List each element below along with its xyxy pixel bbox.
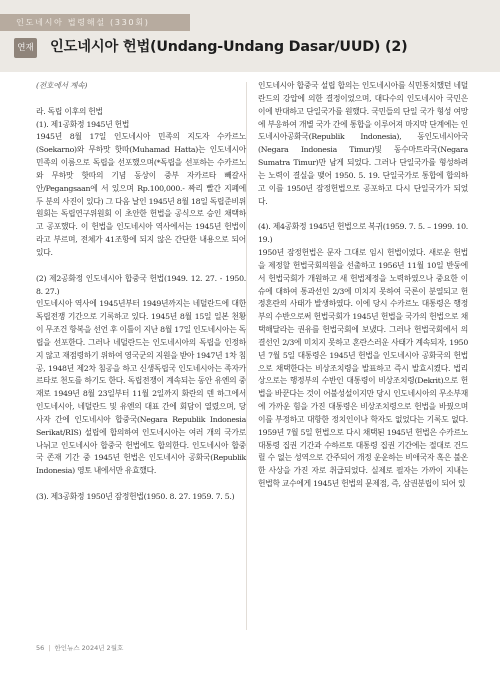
body-paragraph: 인도네시아 역사에 1945년부터 1949년까지는 네덜란드에 대한 독립전쟁 기간으로 기록하고 있다. 1945년 8월 15일 일본 천황이 무조건 항복을 선언 후 이틀이 지난 8월 17일 인도네시아는 독립을 선포한다. 그러나 네덜란드는 인도네시아의 독립을 인정하지 않고 재점령하기 위하여 영국군의 지원을 받아 1947년 1차 침공, 1948년 제2차 침공을 하고 신생독립국 인도네시아는 족자카르타로 천도를 하기도 한다. 독립전쟁이 계속되는 동안 유엔의 중재로 1949년 8월 23일부터 11월 2일까지 화란의 덴 하그에서 인도네시아, 네덜란드 및 유엔의 대표 간에 회담이 열렸으며, 당사자 간에 인도네시아 합중국(Negara Republik Indonesia Serikat/RIS) 설립에 합의하여 인도네시아는 여러 개의 국가로 나뉘고 인도네시아 합중국 헌법에도 합의한다. 인도네시아 합중국 존재 기간 중 1945년 헌법은 인도네시아 공화국(Republik Indonesia) 영토 내에서만 유효했다. (36, 299, 246, 476)
publication-name: 한인뉴스 2024년 2월호 (54, 644, 124, 652)
subsection-heading: (3). 제3공화정 1950년 잠정헌법(1950. 8. 27. 1959. 7. 5.) (36, 492, 235, 501)
section-badge: 연재 (14, 38, 37, 58)
left-column (36, 80, 246, 504)
body-paragraph: 인도네시아 합중국 설립 합의는 인도네시아를 식민통치했던 네덜란드의 강압에 의한 결정이었으며, 대다수의 인도네시아 국민은 이에 반대하고 단일국가를 원했다. 국민들의 단일 국가 형성 여망에 부응하여 개별 국가 간에 통합을 이루어져 마지막 단계에는 인도네시아공화국(Republik Indonesia), 동인도네시아국(Negara Indonesia Timur)및 동수마트라국(Negara Sumatra Timur)만 남게 되었다. 그러나 단일국가를 형성하려는 노력이 결실을 맺어 1950. 5. 19. 단일국가로 통합에 합의하고 이를 1950년 잠정헌법으로 공포하고 다시 단일국가가 되었다. (258, 81, 468, 206)
continued-note: (전호에서 계속) (36, 81, 88, 90)
article-title: 인도네시아 헌법(Undang-Undang Dasar/UUD) (2) (50, 39, 408, 55)
column-divider (246, 82, 247, 630)
section-heading: 라. 독립 이후의 헌법 (36, 106, 103, 116)
subsection-heading: (4). 제4공화정 1945년 헌법으로 복귀(1959. 7. 5. – 1999. 10. 19.) (258, 222, 468, 245)
body-paragraph: 1950년 잠정헌법은 문자 그대로 임시 헌법이었다. 새로운 헌법을 제정할 헌법국회의원을 선출하고 1956년 11월 10일 반둥에서 헌법국회가 개원하고 새 헌법제정을 노력하였으나 중요한 이슈에 대하여 통과선인 2/3에 미치지 못하여 국론이 분열되고 헌정혼란의 사태가 발생하였다. 이에 당시 수카르노 대통령은 행정부의 수반으로써 헌법국회가 1945년 헌법을 국가의 헌법으로 채택해달라는 권유를 헌법국회에 보냈다. 그러나 헌법국회에서 의결선인 2/3에 미치지 못하고 혼란스러운 사태가 계속되자, 1950년 7월 5일 대통령은 1945년 헌법을 인도네시아 공화국의 헌법으로 채택한다는 비상조치령을 발표하고 즉시 발효시켰다. 법리상으로는 행정부의 수반인 대통령이 비상조치령(Dekrit)으로 헌법을 바꾼다는 것이 어불성설이지만 당시 인도네시아의 무소부재에 가까운 힘을 가진 대통령은 비상조치령으로 헌법을 바꿨으며 이를 부정하고 대항한 정치인이나 학자도 없었다는 기록도 없다. 1959년 7월 5일 헌법으로 다시 채택된 1945년 헌법은 수카르노 대통령 집권 기간과 수하르토 대통령 집권 기간에는 절대로 건드릴 수 없는 성역으로 간주되어 개정 운운하는 비애국자 혹은 불온한 사상을 가진 자로 취급되었다. 실제로 필자는 가까이 지내는 헌법학 교수에게 1945년 헌법의 문제점, 즉, 삼권분립이 되어 있 (258, 247, 468, 489)
right-column (258, 80, 468, 491)
page-footer (36, 643, 123, 652)
subsection-heading: (1). 제1공화정 1945년 헌법 (36, 119, 130, 129)
footer-separator: | (48, 644, 51, 652)
body-paragraph: 1945년 8월 17일 인도네시아 민족의 지도자 수카르노(Soekarno)와 무하맛 핫따(Muhamad Hatta)는 인도네시아 민족의 이름으로 독립을 선포했으며(*독립을 선포하는 수카르노와 무하맛 핫따의 기념 동상이 중부 자카르타 빼갈사안/Pegangsaan에 서 있으며 Rp.100,000.- 짜리 빨간 지폐에 두 분의 사진이 있다) 그 다음 날인 1945년 8월 18일 독립준비위원회는 독립연구위원회 이 초안한 헌법을 공식으로 승인 채택하고 공포했다. 이 헌법을 인도네시아 역사에서는 1945년 헌법이라고 부르며, 전체가 41조항에 되지 않은 간단한 내용으로 되어 있다. (36, 132, 246, 257)
page-number: 56 (36, 644, 45, 652)
subsection-heading: (2) 제2공화정 인도네시아 합중국 헌법(1949. 12. 27. - 1950. 8. 27.) (36, 273, 246, 296)
series-label: 인도네시아 법령해설 (330회) (0, 14, 190, 31)
